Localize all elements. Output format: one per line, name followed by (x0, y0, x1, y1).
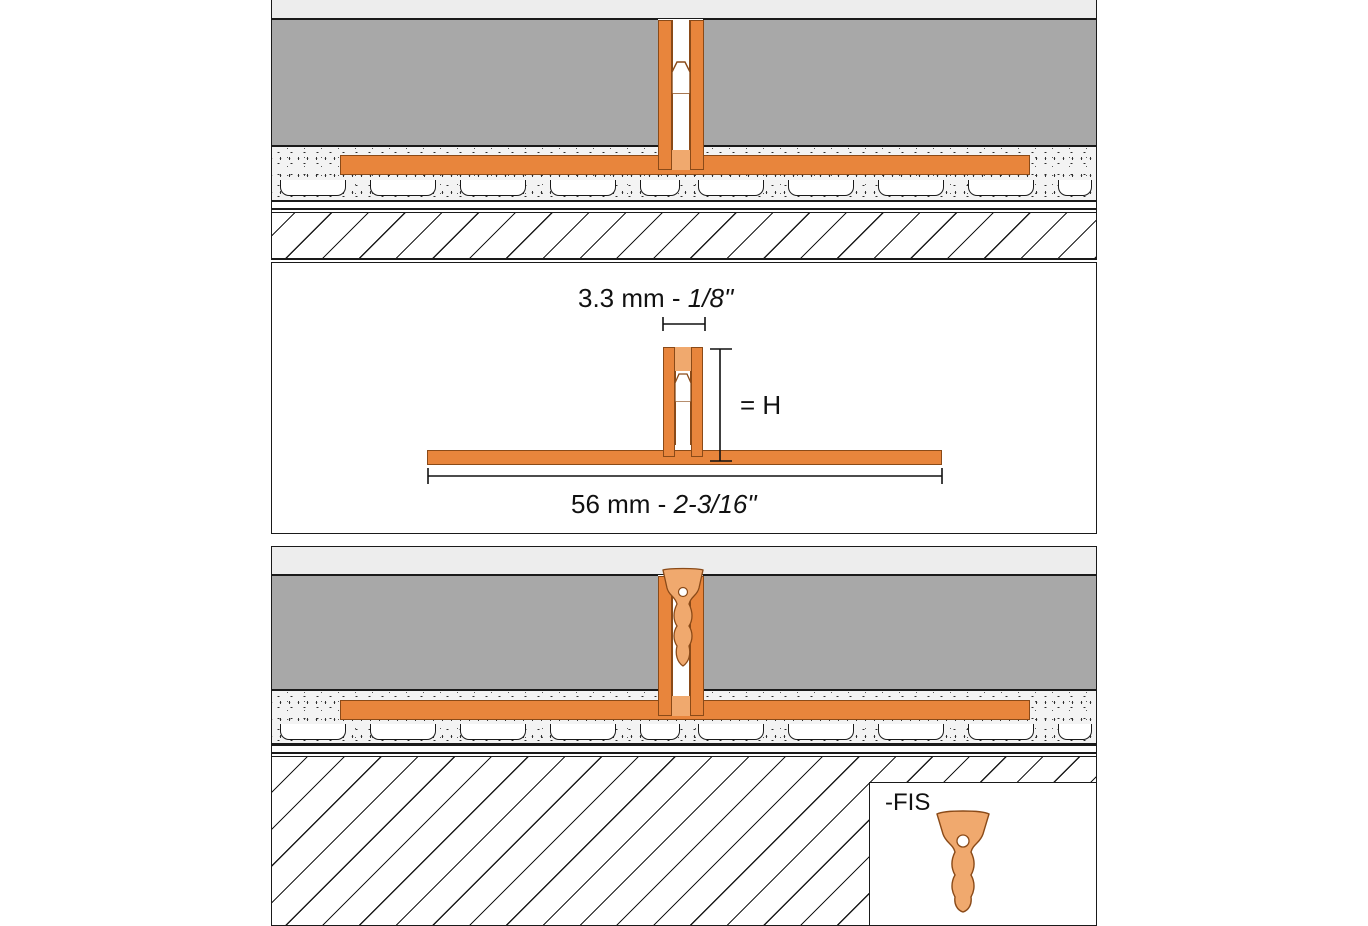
concrete-slab-layer (272, 212, 1096, 259)
width-dimension-line (655, 315, 715, 333)
membrane-under-line (272, 208, 1096, 210)
base-imperial-text: 2-3/16" (673, 489, 757, 519)
base-dimension-line (420, 466, 950, 486)
height-dimension-line (706, 345, 736, 465)
joint-core-lower-fill-top (672, 150, 690, 170)
joint-core-lower-fill-bottom (672, 696, 690, 716)
joint-core-notch-dim (671, 372, 695, 402)
base-metric-text: 56 mm - (571, 489, 674, 519)
profile-stem-right-top (690, 20, 704, 170)
uncoupling-membrane-studs-bottom (272, 724, 1096, 746)
tile-layer-left (272, 19, 658, 146)
height-dimension-label: = H (740, 390, 782, 420)
tile-layer-right-bottom (703, 575, 1096, 690)
membrane-base-line-bottom (272, 744, 1096, 746)
profile-stem-right-dim (691, 347, 703, 457)
fis-callout-label: -FIS (885, 789, 931, 816)
uncoupling-membrane-studs (272, 180, 1096, 202)
fis-insert-icon (925, 808, 1001, 913)
fis-insert-in-joint (655, 566, 711, 676)
joint-core-top-fill-dim (675, 347, 691, 371)
base-dimension-label (571, 489, 757, 520)
membrane-under-line-bottom (272, 752, 1096, 754)
profile-stem-left-dim (663, 347, 675, 457)
joint-core-notch-top (668, 60, 694, 94)
membrane-base-line (272, 200, 1096, 202)
tile-layer-right (703, 19, 1096, 146)
profile-stem-left-top (658, 20, 672, 170)
tile-surface-bar (272, 0, 1096, 19)
profile-anchoring-leg-dim (427, 450, 942, 465)
width-imperial-text: 1/8" (687, 283, 734, 313)
width-metric-text: 3.3 mm - (578, 283, 688, 313)
width-dimension-label (578, 283, 733, 314)
tile-layer-left-bottom (272, 575, 658, 690)
